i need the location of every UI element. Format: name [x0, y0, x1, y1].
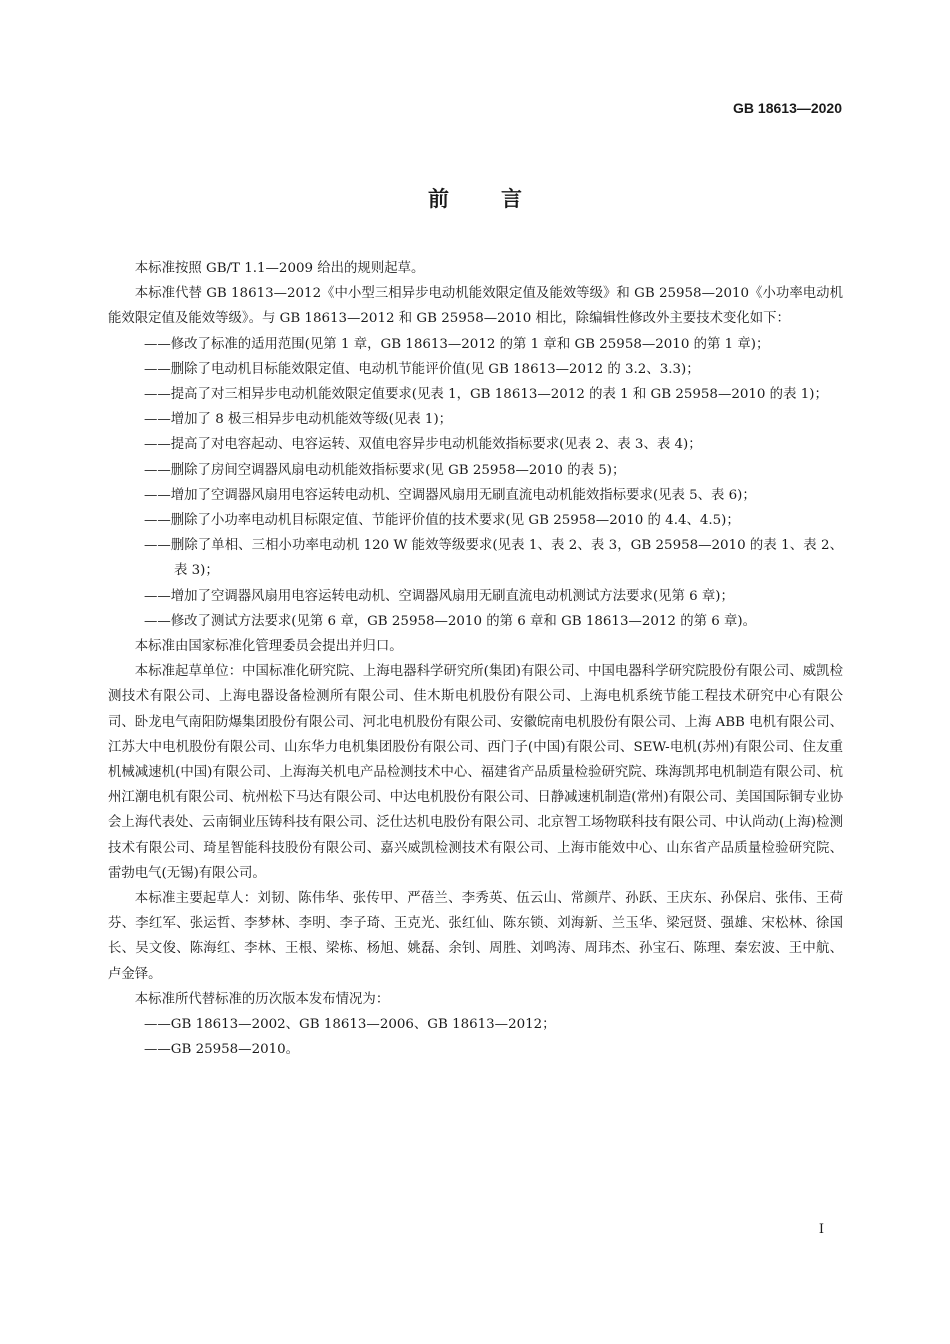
change-item: ——提高了对三相异步电动机能效限定值要求(见表 1，GB 18613—2012 的表 1 和 GB 25958—2010 的表 1)；: [144, 387, 828, 403]
change-item: ——修改了标准的适用范围(见第 1 章，GB 18613—2012 的第 1 章和 GB 25958—2010 的第 1 章)；: [144, 336, 770, 352]
page-number: I: [818, 1222, 824, 1237]
foreword-body: [108, 256, 843, 1063]
change-item: ——删除了房间空调器风扇电动机能效指标要求(见 GB 25958—2010 的表 5)；: [144, 462, 626, 478]
change-item: ——增加了空调器风扇用电容运转电动机、空调器风扇用无刷直流电动机测试方法要求(见第 6 章)；: [144, 588, 734, 604]
change-item: ——删除了电动机目标能效限定值、电动机节能评价值(见 GB 18613—2012 的 3.2、3.3)；: [144, 361, 700, 377]
paragraph-drafting-units: 本标准起草单位：中国标准化研究院、上海电器科学研究所(集团)有限公司、中国电器科学研究院股份有限公司、威凯检测技术有限公司、上海电器设备检测所有限公司、佳木斯电机股份有限公司、上海电机系统节能工程技术研究中心有限公司、卧龙电气南阳防爆集团股份有限公司、河北电机股份有限公司、安徽皖南电机股份有限公司、上海 ABB 电机有限公司、江苏大中电机股份有限公司、山东华力电机集团股份有限公司、西门子(中国)有限公司、SEW-电机(苏州)有限公司、住友重机械减速机(中国)有限公司、上海海关机电产品检测技术中心、福建省产品质量检验研究院、珠海凯邦电机制造有限公司、杭州江潮电机有限公司、杭州松下马达有限公司、中达电机股份有限公司、日静减速机制造(常州)有限公司、美国国际铜专业协会上海代表处、云南铜业压铸科技有限公司、泛仕达机电股份有限公司、北京智工场物联科技有限公司、中认尚动(上海)检测技术有限公司、琦星智能科技股份有限公司、嘉兴威凯检测技术有限公司、上海市能效中心、山东省产品质量检验研究院、雷勃电气(无锡)有限公司。: [108, 664, 843, 881]
paragraph-replacement: 本标准代替 GB 18613—2012《中小型三相异步电动机能效限定值及能效等级》和 GB 25958—2010《小功率电动机能效限定值及能效等级》。与 GB 18613—2012 和 GB 25958—2010 相比，除编辑性修改外主要技术变化如下：: [108, 286, 843, 327]
change-item: ——修改了测试方法要求(见第 6 章，GB 25958—2010 的第 6 章和 GB 18613—2012 的第 6 章)。: [144, 613, 757, 629]
page-title: 前言: [428, 187, 574, 211]
change-item: ——删除了小功率电动机目标限定值、节能评价值的技术要求(见 GB 25958—2010 的 4.4、4.5)；: [144, 513, 740, 529]
change-item: ——提高了对电容起动、电容运转、双值电容异步电动机能效指标要求(见表 2、表 3、表 4)；: [144, 437, 702, 453]
change-item: ——增加了空调器风扇用电容运转电动机、空调器风扇用无刷直流电动机能效指标要求(见表 5、表 6)；: [144, 487, 756, 503]
paragraph-drafters: 本标准主要起草人：刘韧、陈伟华、张传甲、严蓓兰、李秀英、伍云山、常颜芹、孙跃、王庆东、孙保启、张伟、王荷芬、李红军、张运哲、李梦林、李明、李子琦、王克光、张红仙、陈东锁、刘海新、兰玉华、梁冠贤、强雄、宋松林、徐国长、吴文俊、陈海红、李林、王根、梁栋、杨旭、姚磊、余钊、周胜、刘鸣涛、周玮杰、孙宝石、陈理、秦宏波、王中航、卢金铎。: [108, 891, 843, 982]
standard-code: GB 18613—2020: [733, 100, 842, 116]
change-item: ——删除了单相、三相小功率电动机 120 W 能效等级要求(见表 1、表 2、表 3，GB 25958—2010 的表 1、表 2、表 3)；: [144, 538, 843, 579]
paragraph-history-intro: 本标准所代替标准的历次版本发布情况为：: [134, 991, 390, 1007]
history-item: ——GB 18613—2002、GB 18613—2006、GB 18613—2012；: [144, 1017, 556, 1033]
history-item: ——GB 25958—2010。: [144, 1042, 300, 1058]
paragraph-proposer: 本标准由国家标准化管理委员会提出并归口。: [134, 639, 403, 655]
paragraph-drafting-rules: 本标准按照 GB/T 1.1—2009 给出的规则起草。: [134, 261, 425, 276]
change-item: ——增加了 8 极三相异步电动机能效等级(见表 1)；: [144, 412, 453, 428]
